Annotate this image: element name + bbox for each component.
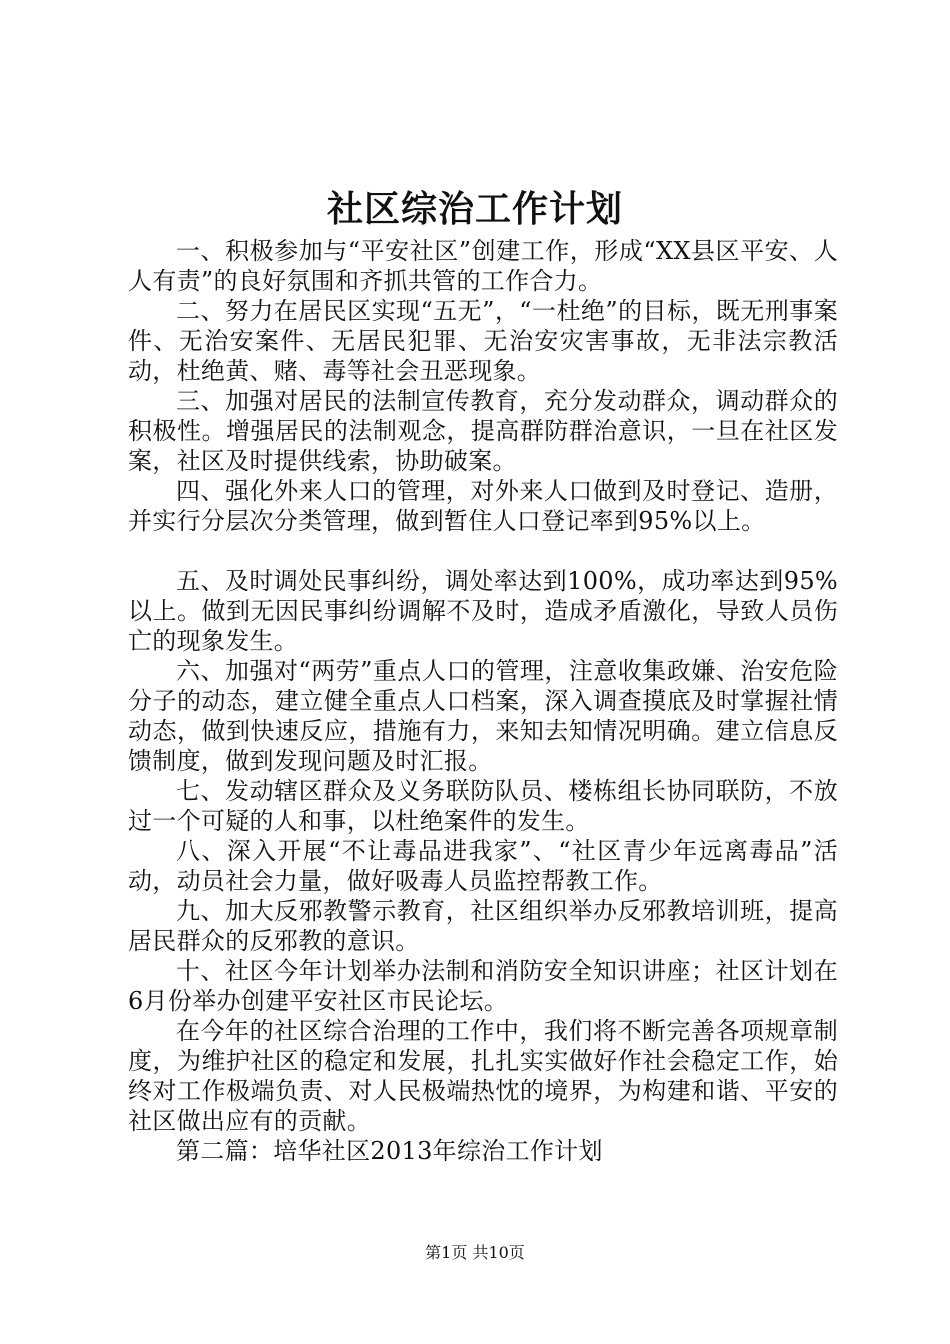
paragraph-8: 八、深入开展“不让毒品进我家”、“社区青少年远离毒品”活动，动员社会力量，做好吸毒人员监控帮教工作。 bbox=[128, 837, 838, 895]
document-title: 社区综治工作计划 bbox=[326, 188, 623, 230]
paragraph-spacer bbox=[128, 536, 838, 566]
paragraph-conclusion: 在今年的社区综合治理的工作中，我们将不断完善各项规章制度，为维护社区的稳定和发展，扎扎实实做好作社会稳定工作，始终对工作极端负责、对人民极端热忱的境界，为构建和谐、平安的社区做出应有的贡献。 bbox=[128, 1017, 838, 1135]
next-chapter-heading: 第二篇：培华社区2013年综治工作计划 bbox=[176, 1137, 603, 1165]
paragraph-5: 五、及时调处民事纠纷，调处率达到100%，成功率达到95%以上。做到无因民事纠纷调解不及时，造成矛盾激化，导致人员伤亡的现象发生。 bbox=[128, 567, 838, 655]
paragraph-6: 六、加强对“两劳”重点人口的管理，注意收集政嫌、治安危险分子的动态，建立健全重点人口档案，深入调查摸底及时掌握社情动态，做到快速反应，措施有力，来知去知情况明确。建立信息反馈制度，做到发现问题及时汇报。 bbox=[128, 657, 838, 775]
paragraph-3: 三、加强对居民的法制宣传教育，充分发动群众，调动群众的积极性。增强居民的法制观念，提高群防群治意识，一旦在社区发案，社区及时提供线索，协助破案。 bbox=[128, 387, 838, 475]
paragraph-9: 九、加大反邪教警示教育，社区组织举办反邪教培训班，提高居民群众的反邪教的意识。 bbox=[128, 897, 838, 955]
page-number-footer: 第1页 共10页 bbox=[425, 1243, 525, 1262]
paragraph-4: 四、强化外来人口的管理，对外来人口做到及时登记、造册，并实行分层次分类管理，做到暂住人口登记率到95%以上。 bbox=[128, 477, 838, 535]
document-body bbox=[128, 236, 838, 1166]
paragraph-10: 十、社区今年计划举办法制和消防安全知识讲座；社区计划在6月份举办创建平安社区市民论坛。 bbox=[128, 957, 838, 1015]
paragraph-1: 一、积极参加与“平安社区”创建工作，形成“XX县区平安、人人有责”的良好氛围和齐抓共管的工作合力。 bbox=[128, 237, 838, 295]
paragraph-2: 二、努力在居民区实现“五无”，“一杜绝”的目标，既无刑事案件、无治安案件、无居民犯罪、无治安灾害事故，无非法宗教活动，杜绝黄、赌、毒等社会丑恶现象。 bbox=[128, 297, 838, 385]
paragraph-7: 七、发动辖区群众及义务联防队员、楼栋组长协同联防，不放过一个可疑的人和事，以杜绝案件的发生。 bbox=[128, 777, 838, 835]
